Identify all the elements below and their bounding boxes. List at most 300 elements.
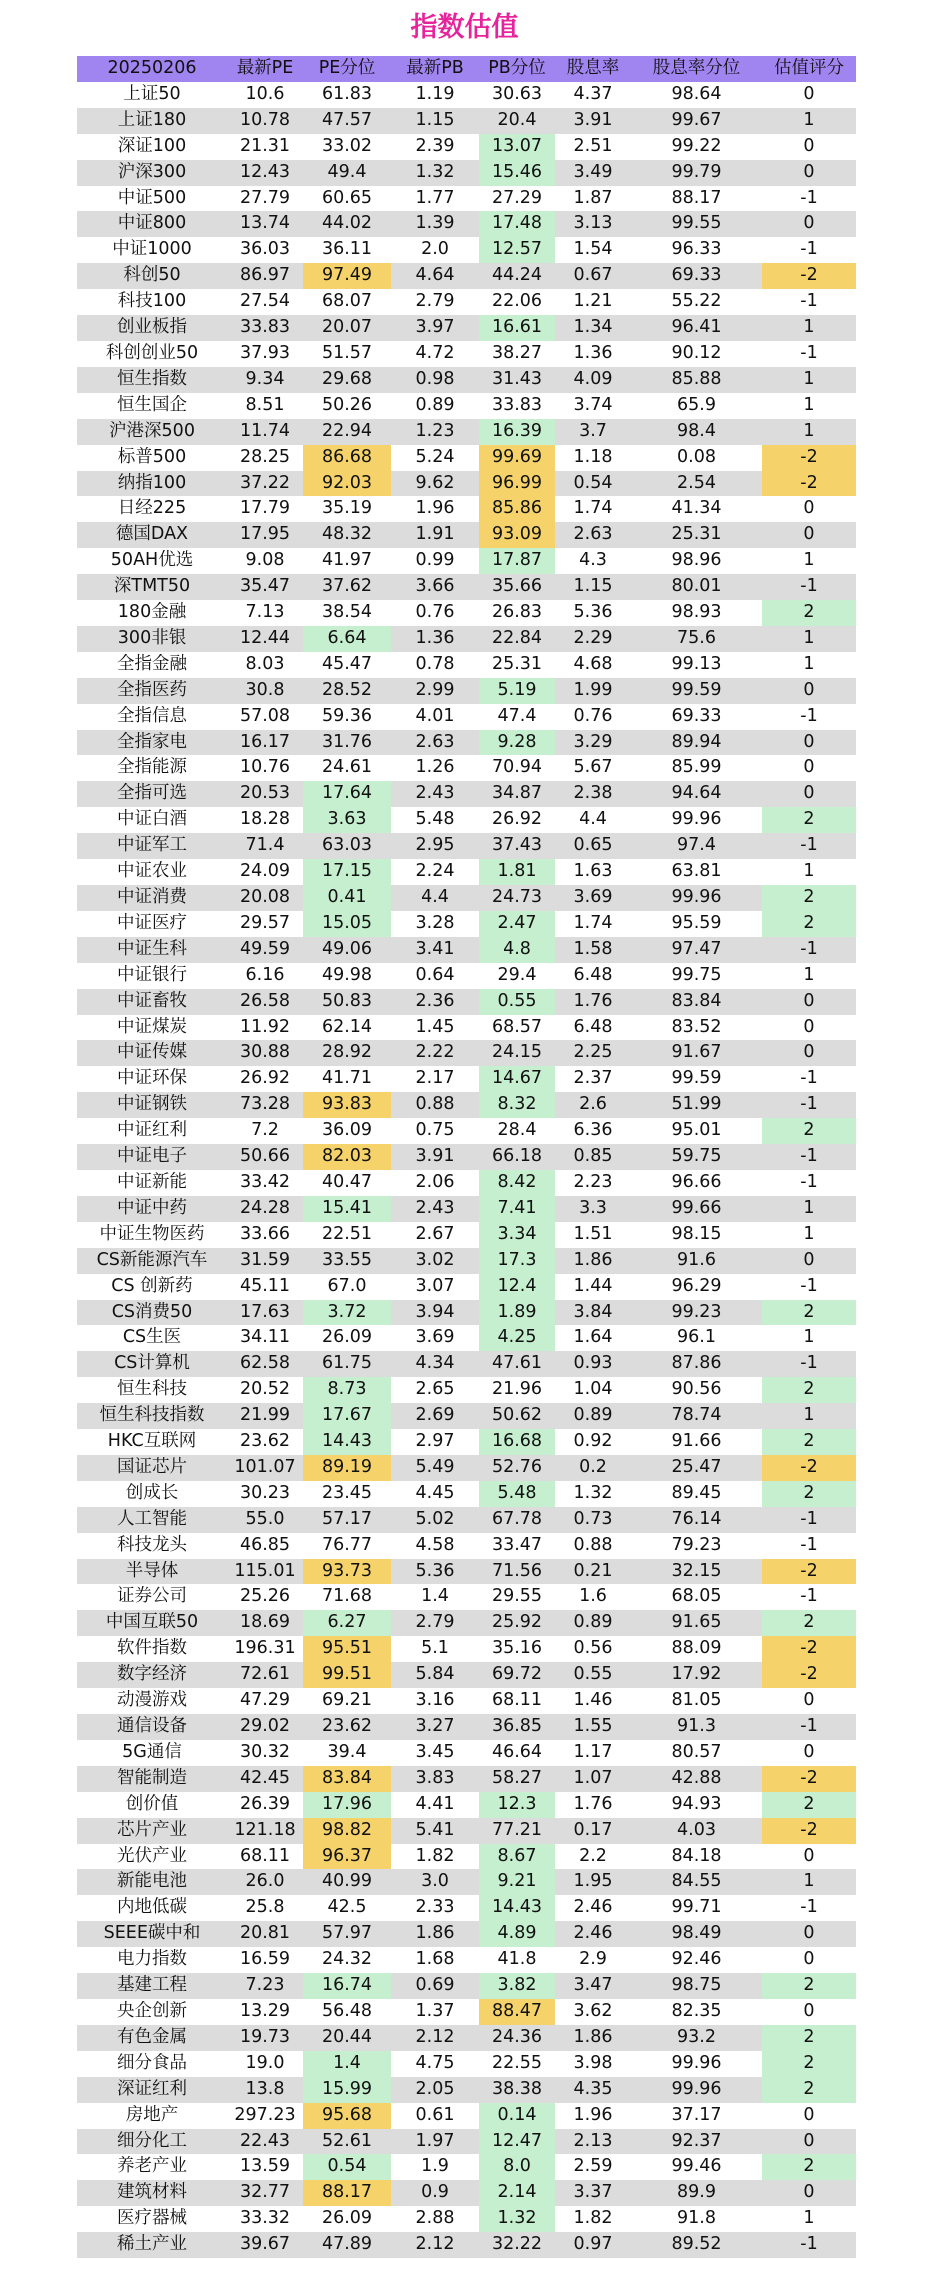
cell-pe-percentile: 71.68 [303, 1584, 391, 1610]
cell-score: -1 [762, 186, 856, 212]
cell-dividend-yield: 3.69 [555, 885, 631, 911]
cell-index-name: 180金融 [77, 600, 227, 626]
cell-pe-percentile: 17.15 [303, 859, 391, 885]
table-row [77, 471, 856, 497]
cell-pe-percentile: 28.52 [303, 678, 391, 704]
cell-pe: 26.39 [227, 1792, 303, 1818]
cell-score: -1 [762, 833, 856, 859]
cell-index-name: 中证白酒 [77, 807, 227, 833]
cell-dividend-yield: 3.47 [555, 1973, 631, 1999]
cell-score: 0 [762, 1999, 856, 2025]
cell-index-name: 中证红利 [77, 1118, 227, 1144]
cell-pb: 4.41 [391, 1792, 479, 1818]
cell-pb: 4.58 [391, 1533, 479, 1559]
cell-pe-percentile: 88.17 [303, 2180, 391, 2206]
cell-pe-percentile: 29.68 [303, 367, 391, 393]
cell-pb-percentile: 47.4 [479, 704, 555, 730]
cell-score: -2 [762, 471, 856, 497]
cell-pe-percentile: 89.19 [303, 1455, 391, 1481]
cell-pb: 5.02 [391, 1507, 479, 1533]
cell-dividend-yield: 1.64 [555, 1325, 631, 1351]
cell-score: 2 [762, 1300, 856, 1326]
cell-pb: 2.69 [391, 1403, 479, 1429]
cell-score: 2 [762, 2154, 856, 2180]
cell-pe-percentile: 63.03 [303, 833, 391, 859]
table-row [77, 833, 856, 859]
cell-pe: 10.6 [227, 82, 303, 108]
cell-pb-percentile: 36.85 [479, 1714, 555, 1740]
cell-pb: 2.0 [391, 237, 479, 263]
cell-dividend-yield: 2.63 [555, 522, 631, 548]
cell-pb: 2.65 [391, 1377, 479, 1403]
cell-dividend-percentile: 85.99 [631, 755, 762, 781]
cell-pb: 2.33 [391, 1895, 479, 1921]
cell-dividend-yield: 5.67 [555, 755, 631, 781]
cell-index-name: 沪深300 [77, 160, 227, 186]
cell-pe: 62.58 [227, 1351, 303, 1377]
cell-dividend-yield: 4.4 [555, 807, 631, 833]
cell-pb-percentile: 16.39 [479, 419, 555, 445]
cell-dividend-percentile: 82.35 [631, 1999, 762, 2025]
cell-pe: 17.79 [227, 496, 303, 522]
cell-index-name: 中证煤炭 [77, 1015, 227, 1041]
cell-score: 1 [762, 108, 856, 134]
cell-score: 2 [762, 885, 856, 911]
cell-pe-percentile: 14.43 [303, 1429, 391, 1455]
cell-dividend-yield: 1.54 [555, 237, 631, 263]
cell-dividend-yield: 2.46 [555, 1895, 631, 1921]
cell-pe-percentile: 17.64 [303, 781, 391, 807]
cell-pe-percentile: 49.06 [303, 937, 391, 963]
cell-dividend-percentile: 80.57 [631, 1740, 762, 1766]
cell-score: -1 [762, 1895, 856, 1921]
table-row [77, 1533, 856, 1559]
cell-dividend-yield: 3.91 [555, 108, 631, 134]
cell-dividend-yield: 0.67 [555, 263, 631, 289]
cell-index-name: 新能电池 [77, 1869, 227, 1895]
cell-pb: 3.97 [391, 315, 479, 341]
cell-dividend-yield: 1.36 [555, 341, 631, 367]
cell-dividend-percentile: 99.66 [631, 1196, 762, 1222]
cell-pe: 37.93 [227, 341, 303, 367]
cell-pb-percentile: 22.84 [479, 626, 555, 652]
cell-dividend-yield: 1.21 [555, 289, 631, 315]
cell-dividend-percentile: 17.92 [631, 1662, 762, 1688]
cell-pb: 3.66 [391, 574, 479, 600]
cell-pb: 1.91 [391, 522, 479, 548]
cell-index-name: 科创创业50 [77, 341, 227, 367]
cell-score: 0 [762, 160, 856, 186]
cell-pe: 31.59 [227, 1248, 303, 1274]
cell-index-name: 全指家电 [77, 730, 227, 756]
cell-pb-percentile: 5.19 [479, 678, 555, 704]
cell-pb: 4.72 [391, 341, 479, 367]
cell-dividend-yield: 6.36 [555, 1118, 631, 1144]
cell-dividend-percentile: 99.46 [631, 2154, 762, 2180]
cell-pb: 3.07 [391, 1274, 479, 1300]
cell-pe-percentile: 50.26 [303, 393, 391, 419]
cell-pe: 47.29 [227, 1688, 303, 1714]
table-row [77, 341, 856, 367]
cell-index-name: 半导体 [77, 1559, 227, 1585]
cell-pb-percentile: 35.66 [479, 574, 555, 600]
cell-pe-percentile: 86.68 [303, 445, 391, 471]
cell-dividend-percentile: 75.6 [631, 626, 762, 652]
cell-pe: 30.32 [227, 1740, 303, 1766]
cell-index-name: 沪港深500 [77, 419, 227, 445]
cell-pb: 1.15 [391, 108, 479, 134]
cell-pb: 3.91 [391, 1144, 479, 1170]
table-row [77, 963, 856, 989]
cell-index-name: 人工智能 [77, 1507, 227, 1533]
cell-pb-percentile: 26.83 [479, 600, 555, 626]
cell-pb-percentile: 3.34 [479, 1222, 555, 1248]
cell-index-name: 中证500 [77, 186, 227, 212]
cell-dividend-percentile: 99.71 [631, 1895, 762, 1921]
cell-pb-percentile: 70.94 [479, 755, 555, 781]
cell-index-name: 上证50 [77, 82, 227, 108]
cell-index-name: HKC互联网 [77, 1429, 227, 1455]
table-row [77, 2232, 856, 2258]
cell-index-name: 深证100 [77, 134, 227, 160]
table-row [77, 1066, 856, 1092]
cell-pb: 4.64 [391, 263, 479, 289]
cell-score: 0 [762, 496, 856, 522]
cell-pe-percentile: 23.45 [303, 1481, 391, 1507]
cell-pb-percentile: 38.38 [479, 2077, 555, 2103]
cell-index-name: 深证红利 [77, 2077, 227, 2103]
cell-pe-percentile: 38.54 [303, 600, 391, 626]
cell-dividend-percentile: 85.88 [631, 367, 762, 393]
cell-score: 1 [762, 859, 856, 885]
cell-index-name: 中国互联50 [77, 1610, 227, 1636]
cell-index-name: 恒生科技 [77, 1377, 227, 1403]
cell-dividend-yield: 1.17 [555, 1740, 631, 1766]
table-row [77, 1481, 856, 1507]
cell-pb: 2.79 [391, 1610, 479, 1636]
cell-dividend-yield: 4.35 [555, 2077, 631, 2103]
cell-score: 0 [762, 730, 856, 756]
cell-pb-percentile: 31.43 [479, 367, 555, 393]
cell-score: 2 [762, 2051, 856, 2077]
cell-score: -1 [762, 341, 856, 367]
cell-pb: 3.0 [391, 1869, 479, 1895]
cell-index-name: 细分食品 [77, 2051, 227, 2077]
cell-score: 0 [762, 1740, 856, 1766]
cell-score: 1 [762, 393, 856, 419]
cell-dividend-percentile: 98.75 [631, 1973, 762, 1999]
cell-pe-percentile: 3.63 [303, 807, 391, 833]
cell-pb: 2.63 [391, 730, 479, 756]
cell-score: -1 [762, 1507, 856, 1533]
cell-score: 0 [762, 211, 856, 237]
cell-score: 0 [762, 1844, 856, 1870]
col-header-pb-percentile: PB分位 [479, 56, 555, 82]
cell-dividend-yield: 1.95 [555, 1869, 631, 1895]
cell-pb-percentile: 26.92 [479, 807, 555, 833]
cell-score: 1 [762, 1222, 856, 1248]
cell-pe: 55.0 [227, 1507, 303, 1533]
table-row [77, 1584, 856, 1610]
cell-score: 0 [762, 1248, 856, 1274]
cell-dividend-yield: 1.82 [555, 2206, 631, 2232]
cell-pe: 50.66 [227, 1144, 303, 1170]
cell-pe: 30.8 [227, 678, 303, 704]
cell-score: -2 [762, 1818, 856, 1844]
cell-dividend-percentile: 90.12 [631, 341, 762, 367]
cell-dividend-yield: 2.29 [555, 626, 631, 652]
cell-pb-percentile: 33.47 [479, 1533, 555, 1559]
table-row [77, 237, 856, 263]
table-row [77, 1869, 856, 1895]
cell-dividend-yield: 1.87 [555, 186, 631, 212]
cell-dividend-percentile: 96.29 [631, 1274, 762, 1300]
cell-index-name: 恒生国企 [77, 393, 227, 419]
cell-pe: 33.42 [227, 1170, 303, 1196]
cell-index-name: 纳指100 [77, 471, 227, 497]
cell-score: -1 [762, 937, 856, 963]
table-row [77, 367, 856, 393]
col-header-dividend-percentile: 股息率分位 [631, 56, 762, 82]
cell-pe-percentile: 95.51 [303, 1636, 391, 1662]
cell-pb-percentile: 25.92 [479, 1610, 555, 1636]
cell-score: -1 [762, 574, 856, 600]
cell-score: 2 [762, 911, 856, 937]
cell-pe: 72.61 [227, 1662, 303, 1688]
cell-pb: 0.9 [391, 2180, 479, 2206]
cell-dividend-yield: 0.76 [555, 704, 631, 730]
cell-pb: 3.16 [391, 1688, 479, 1714]
cell-pe: 11.74 [227, 419, 303, 445]
table-row [77, 574, 856, 600]
cell-dividend-yield: 0.89 [555, 1610, 631, 1636]
cell-index-name: 全指医药 [77, 678, 227, 704]
cell-score: 0 [762, 1688, 856, 1714]
cell-pb: 3.83 [391, 1766, 479, 1792]
table-row [77, 108, 856, 134]
cell-pe-percentile: 26.09 [303, 1325, 391, 1351]
cell-index-name: 全指能源 [77, 755, 227, 781]
cell-score: 0 [762, 1040, 856, 1066]
table-row [77, 1688, 856, 1714]
cell-dividend-yield: 0.93 [555, 1351, 631, 1377]
cell-pb: 4.34 [391, 1351, 479, 1377]
cell-pb-percentile: 38.27 [479, 341, 555, 367]
cell-pb-percentile: 4.25 [479, 1325, 555, 1351]
cell-pe: 37.22 [227, 471, 303, 497]
cell-pb-percentile: 0.55 [479, 989, 555, 1015]
table-row [77, 730, 856, 756]
cell-pb-percentile: 69.72 [479, 1662, 555, 1688]
cell-pe: 20.08 [227, 885, 303, 911]
cell-dividend-yield: 3.49 [555, 160, 631, 186]
cell-pb: 5.36 [391, 1559, 479, 1585]
cell-dividend-percentile: 93.2 [631, 2025, 762, 2051]
cell-dividend-percentile: 84.55 [631, 1869, 762, 1895]
cell-pe: 19.73 [227, 2025, 303, 2051]
cell-pb: 1.68 [391, 1947, 479, 1973]
cell-pb: 1.26 [391, 755, 479, 781]
cell-pb: 0.64 [391, 963, 479, 989]
table-row [77, 160, 856, 186]
cell-pe: 6.16 [227, 963, 303, 989]
cell-dividend-yield: 1.63 [555, 859, 631, 885]
cell-dividend-percentile: 59.75 [631, 1144, 762, 1170]
cell-pb: 3.69 [391, 1325, 479, 1351]
cell-index-name: 建筑材料 [77, 2180, 227, 2206]
table-row [77, 1222, 856, 1248]
cell-index-name: 稀土产业 [77, 2232, 227, 2258]
cell-pb: 2.97 [391, 1429, 479, 1455]
cell-pe: 36.03 [227, 237, 303, 263]
cell-index-name: CS消费50 [77, 1300, 227, 1326]
cell-index-name: 中证生物医药 [77, 1222, 227, 1248]
cell-pe: 11.92 [227, 1015, 303, 1041]
cell-pb: 0.61 [391, 2103, 479, 2129]
table-row [77, 1170, 856, 1196]
cell-pb-percentile: 12.4 [479, 1274, 555, 1300]
cell-score: 0 [762, 1921, 856, 1947]
cell-pe: 18.28 [227, 807, 303, 833]
cell-score: -1 [762, 704, 856, 730]
cell-pe: 30.23 [227, 1481, 303, 1507]
cell-dividend-yield: 4.09 [555, 367, 631, 393]
cell-dividend-percentile: 98.96 [631, 548, 762, 574]
cell-pb-percentile: 33.83 [479, 393, 555, 419]
cell-score: -1 [762, 2232, 856, 2258]
cell-dividend-yield: 0.73 [555, 1507, 631, 1533]
table-row [77, 1792, 856, 1818]
table-row [77, 600, 856, 626]
cell-pb-percentile: 17.3 [479, 1248, 555, 1274]
cell-pe: 71.4 [227, 833, 303, 859]
cell-pb: 0.75 [391, 1118, 479, 1144]
table-row [77, 1403, 856, 1429]
cell-dividend-yield: 1.07 [555, 1766, 631, 1792]
cell-pe-percentile: 50.83 [303, 989, 391, 1015]
cell-index-name: 创价值 [77, 1792, 227, 1818]
cell-pe-percentile: 0.54 [303, 2154, 391, 2180]
table-row [77, 1844, 856, 1870]
cell-pe: 23.62 [227, 1429, 303, 1455]
cell-dividend-percentile: 37.17 [631, 2103, 762, 2129]
cell-score: 0 [762, 755, 856, 781]
cell-pe: 9.34 [227, 367, 303, 393]
cell-pe: 13.29 [227, 1999, 303, 2025]
cell-dividend-yield: 1.76 [555, 1792, 631, 1818]
cell-score: 0 [762, 2103, 856, 2129]
table-row [77, 186, 856, 212]
cell-score: 2 [762, 1610, 856, 1636]
cell-pe-percentile: 82.03 [303, 1144, 391, 1170]
cell-pe-percentile: 97.49 [303, 263, 391, 289]
cell-index-name: 全指金融 [77, 652, 227, 678]
cell-dividend-percentile: 89.45 [631, 1481, 762, 1507]
table-row [77, 1973, 856, 1999]
cell-pe-percentile: 49.4 [303, 160, 391, 186]
cell-index-name: 养老产业 [77, 2154, 227, 2180]
cell-pb: 5.49 [391, 1455, 479, 1481]
col-header-date: 20250206 [77, 56, 227, 82]
cell-dividend-percentile: 89.52 [631, 2232, 762, 2258]
cell-dividend-percentile: 68.05 [631, 1584, 762, 1610]
cell-dividend-percentile: 91.67 [631, 1040, 762, 1066]
cell-pb: 1.36 [391, 626, 479, 652]
cell-pb-percentile: 8.32 [479, 1092, 555, 1118]
cell-pb: 1.32 [391, 160, 479, 186]
cell-index-name: 中证传媒 [77, 1040, 227, 1066]
cell-pe: 17.63 [227, 1300, 303, 1326]
cell-pe: 8.03 [227, 652, 303, 678]
cell-pb-percentile: 50.62 [479, 1403, 555, 1429]
cell-index-name: 全指可选 [77, 781, 227, 807]
cell-dividend-yield: 1.04 [555, 1377, 631, 1403]
cell-pe: 34.11 [227, 1325, 303, 1351]
cell-score: 0 [762, 1947, 856, 1973]
cell-index-name: 中证中药 [77, 1196, 227, 1222]
cell-index-name: 中证电子 [77, 1144, 227, 1170]
cell-pb-percentile: 12.57 [479, 237, 555, 263]
cell-dividend-yield: 2.38 [555, 781, 631, 807]
cell-score: 2 [762, 1481, 856, 1507]
cell-pb-percentile: 41.8 [479, 1947, 555, 1973]
cell-score: 0 [762, 2180, 856, 2206]
cell-index-name: 中证畜牧 [77, 989, 227, 1015]
cell-score: 2 [762, 600, 856, 626]
table-row [77, 1351, 856, 1377]
cell-dividend-yield: 0.2 [555, 1455, 631, 1481]
table-row [77, 1300, 856, 1326]
cell-dividend-percentile: 98.64 [631, 82, 762, 108]
table-row [77, 548, 856, 574]
cell-pb: 5.1 [391, 1636, 479, 1662]
cell-dividend-yield: 2.6 [555, 1092, 631, 1118]
cell-pe-percentile: 95.68 [303, 2103, 391, 2129]
cell-score: 0 [762, 82, 856, 108]
cell-pe-percentile: 16.74 [303, 1973, 391, 1999]
cell-dividend-percentile: 98.49 [631, 1921, 762, 1947]
cell-pe-percentile: 92.03 [303, 471, 391, 497]
cell-pb-percentile: 9.21 [479, 1869, 555, 1895]
cell-dividend-percentile: 87.86 [631, 1351, 762, 1377]
cell-score: 2 [762, 1792, 856, 1818]
cell-pb-percentile: 13.07 [479, 134, 555, 160]
cell-dividend-yield: 1.96 [555, 2103, 631, 2129]
cell-pe-percentile: 57.17 [303, 1507, 391, 1533]
cell-pb: 2.22 [391, 1040, 479, 1066]
cell-pe-percentile: 36.11 [303, 237, 391, 263]
cell-dividend-percentile: 99.55 [631, 211, 762, 237]
cell-index-name: 中证医疗 [77, 911, 227, 937]
cell-dividend-percentile: 32.15 [631, 1559, 762, 1585]
cell-pb: 2.67 [391, 1222, 479, 1248]
cell-index-name: 300非银 [77, 626, 227, 652]
cell-dividend-yield: 5.36 [555, 600, 631, 626]
cell-pe: 16.17 [227, 730, 303, 756]
cell-index-name: 房地产 [77, 2103, 227, 2129]
cell-dividend-yield: 1.46 [555, 1688, 631, 1714]
cell-dividend-yield: 0.89 [555, 1403, 631, 1429]
cell-index-name: 深TMT50 [77, 574, 227, 600]
cell-pe-percentile: 3.72 [303, 1300, 391, 1326]
table-row [77, 289, 856, 315]
cell-pe: 46.85 [227, 1533, 303, 1559]
cell-score: -1 [762, 1714, 856, 1740]
cell-pb: 1.96 [391, 496, 479, 522]
cell-pe: 25.26 [227, 1584, 303, 1610]
cell-pe: 16.59 [227, 1947, 303, 1973]
table-row [77, 652, 856, 678]
